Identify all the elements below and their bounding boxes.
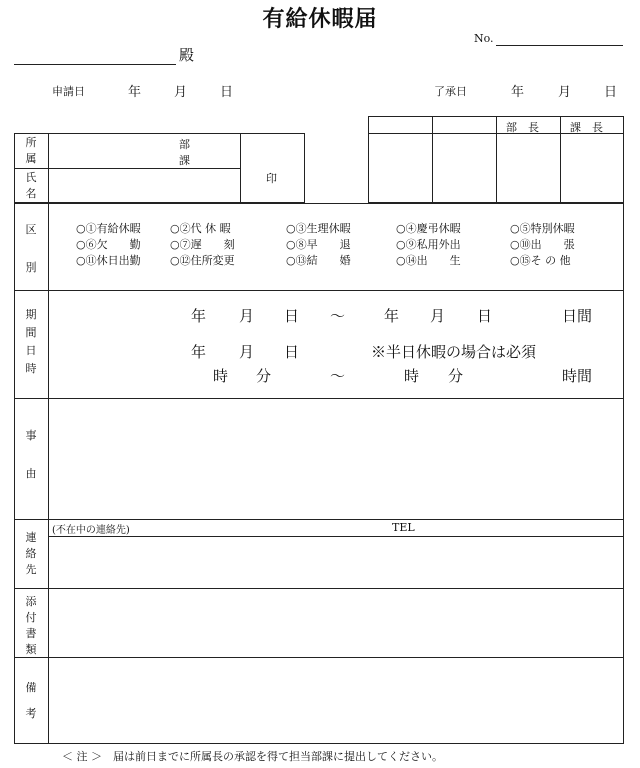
- period-end-year: 年: [384, 307, 400, 325]
- stamp-cell-1[interactable]: [369, 134, 431, 202]
- form-title: 有給休暇届: [262, 7, 378, 32]
- period-start-month: 月: [239, 307, 255, 325]
- attachments-field[interactable]: [50, 590, 622, 655]
- option-special-leave[interactable]: ○⑤特別休暇: [510, 222, 575, 235]
- option-address-change[interactable]: ○⑫住所変更: [170, 254, 235, 267]
- half-day-note: ※半日休暇の場合は必須: [371, 343, 537, 361]
- option-business-trip[interactable]: ○⑩出 張: [510, 238, 575, 251]
- approval-date-label: 了承日: [434, 85, 467, 98]
- option-other[interactable]: ○⑮そ の 他: [510, 254, 571, 267]
- footer-note: ＜ 注 ＞ 届は前日までに所属長の承認を得て担当部課に提出してください。: [62, 750, 443, 763]
- application-date-label: 申請日: [52, 85, 85, 98]
- section-label: 課: [179, 154, 190, 167]
- number-label: No.: [474, 32, 494, 45]
- option-late[interactable]: ○⑦遅 刻: [170, 238, 235, 251]
- department-label: 部: [179, 138, 190, 151]
- remarks-field[interactable]: [50, 659, 622, 742]
- attachments-label: 添 付 書 類: [25, 595, 37, 656]
- reason-field[interactable]: [50, 400, 622, 517]
- application-month: 月: [174, 85, 188, 100]
- remarks-label: 備 考: [25, 681, 37, 720]
- affiliation-field[interactable]: [49, 137, 239, 165]
- start-minute: 分: [256, 367, 272, 385]
- name-label: 氏 名: [25, 171, 37, 200]
- half-day-day: 日: [284, 343, 300, 361]
- option-holiday-work[interactable]: ○⑪休日出勤: [76, 254, 141, 267]
- stamp-cell-section-head[interactable]: [561, 134, 623, 202]
- period-hours-unit: 時間: [562, 367, 593, 385]
- option-paid-leave[interactable]: ○①有給休暇: [76, 222, 141, 235]
- category-label: 区 別: [25, 223, 37, 274]
- section-head-label: 課 長: [570, 121, 603, 134]
- contact-label: 連 絡 先: [25, 531, 37, 576]
- period-label: 期 間 日 時: [25, 308, 37, 375]
- seal-mark: 印: [266, 172, 277, 185]
- period-end-day: 日: [477, 307, 493, 325]
- half-day-month: 月: [239, 343, 255, 361]
- option-menstrual-leave[interactable]: ○③生理休暇: [286, 222, 351, 235]
- option-compensatory-leave[interactable]: ○②代 休 暇: [170, 222, 231, 235]
- end-hour: 時: [404, 367, 420, 385]
- time-tilde: ～: [330, 367, 346, 385]
- contact-field[interactable]: [50, 538, 622, 586]
- application-year: 年: [128, 85, 142, 100]
- approval-day: 日: [604, 85, 618, 100]
- tel-label: TEL: [392, 521, 415, 534]
- contact-sub-label: (不在中の連絡先): [52, 525, 130, 536]
- start-hour: 時: [213, 367, 229, 385]
- option-bereavement-leave[interactable]: ○④慶弔休暇: [396, 222, 461, 235]
- option-early-leave[interactable]: ○⑧早 退: [286, 238, 351, 251]
- approval-month: 月: [558, 85, 572, 100]
- period-days-unit: 日間: [562, 307, 593, 325]
- option-personal-outing[interactable]: ○⑨私用外出: [396, 238, 461, 251]
- option-marriage[interactable]: ○⑬結 婚: [286, 254, 351, 267]
- approval-year: 年: [511, 85, 525, 100]
- stamp-cell-2[interactable]: [433, 134, 495, 202]
- addressee-suffix: 殿: [179, 46, 195, 64]
- application-day: 日: [220, 85, 234, 100]
- period-end-month: 月: [430, 307, 446, 325]
- option-absence[interactable]: ○⑥欠 勤: [76, 238, 141, 251]
- period-tilde: ～: [330, 307, 346, 325]
- reason-label: 事 由: [25, 429, 37, 480]
- half-day-year: 年: [191, 343, 207, 361]
- option-birth[interactable]: ○⑭出 生: [396, 254, 461, 267]
- name-field[interactable]: [49, 170, 239, 201]
- affiliation-label: 所 属: [25, 136, 37, 165]
- period-start-day: 日: [284, 307, 300, 325]
- end-minute: 分: [448, 367, 464, 385]
- stamp-cell-dept-head[interactable]: [497, 134, 559, 202]
- number-field[interactable]: [496, 45, 623, 46]
- period-start-year: 年: [191, 307, 207, 325]
- addressee-field[interactable]: [14, 64, 176, 65]
- dept-head-label: 部 長: [506, 121, 539, 134]
